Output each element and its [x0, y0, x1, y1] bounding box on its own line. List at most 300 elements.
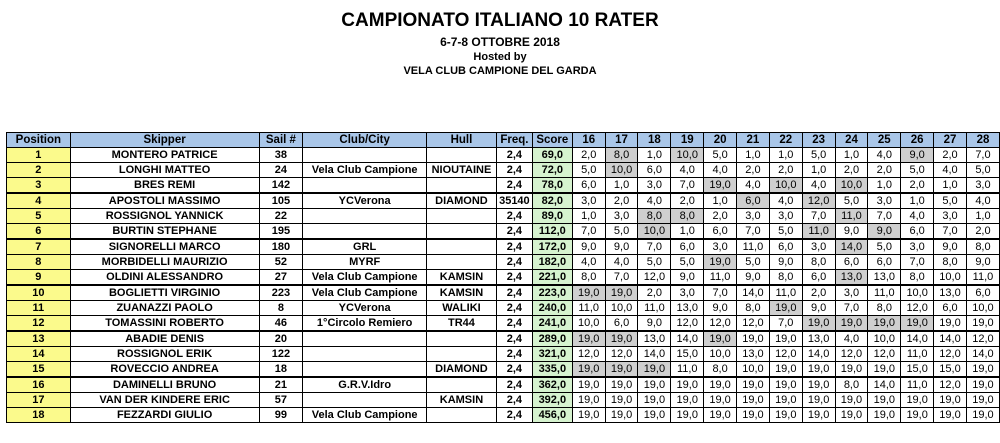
hull-cell: WALIKI [427, 301, 497, 316]
table-header-row [7, 133, 1000, 148]
race-result-cell: 2,0 [605, 193, 638, 209]
race-result-cell: 2,0 [671, 193, 704, 209]
freq-cell: 2,4 [496, 224, 532, 240]
race-result-cell: 10,0 [868, 331, 901, 347]
race-result-cell: 2,0 [769, 163, 802, 178]
position-cell: 6 [7, 224, 71, 240]
race-result-cell: 19,0 [638, 408, 671, 423]
race-result-cell: 19,0 [605, 331, 638, 347]
table-row [7, 239, 1000, 255]
race-result-cell: 12,0 [704, 316, 737, 332]
sail-number-cell: 20 [259, 331, 303, 347]
skipper-cell: APOSTOLI MASSIMO [70, 193, 259, 209]
sail-number-cell: 142 [259, 178, 303, 194]
column-header: 21 [737, 133, 770, 148]
sail-number-cell: 22 [259, 209, 303, 224]
score-cell: 223,0 [532, 285, 572, 301]
sail-number-cell: 122 [259, 347, 303, 362]
freq-cell: 2,4 [496, 393, 532, 408]
race-result-cell: 19,0 [704, 408, 737, 423]
freq-cell: 2,4 [496, 347, 532, 362]
race-result-cell: 1,0 [901, 193, 934, 209]
position-cell: 2 [7, 163, 71, 178]
position-cell: 10 [7, 285, 71, 301]
race-result-cell: 19,0 [737, 377, 770, 393]
race-result-cell: 19,0 [966, 362, 999, 378]
column-header: Position [7, 133, 71, 148]
race-result-cell: 19,0 [671, 393, 704, 408]
race-result-cell: 19,0 [934, 316, 967, 332]
race-result-cell: 19,0 [769, 362, 802, 378]
race-result-cell: 5,0 [901, 163, 934, 178]
column-header: Sail # [259, 133, 303, 148]
freq-cell: 2,4 [496, 408, 532, 423]
race-result-cell: 4,0 [671, 163, 704, 178]
race-result-cell: 19,0 [901, 408, 934, 423]
race-result-cell: 1,0 [802, 163, 835, 178]
race-result-cell: 2,0 [737, 163, 770, 178]
race-result-cell: 12,0 [868, 347, 901, 362]
table-row [7, 209, 1000, 224]
race-result-cell: 19,0 [901, 316, 934, 332]
race-result-cell: 19,0 [671, 377, 704, 393]
table-row [7, 408, 1000, 423]
race-result-cell: 9,0 [704, 301, 737, 316]
table-row [7, 270, 1000, 286]
freq-cell: 2,4 [496, 301, 532, 316]
club-cell: MYRF [303, 255, 427, 270]
race-result-cell: 7,0 [671, 178, 704, 194]
club-cell [303, 178, 427, 194]
sail-number-cell: 57 [259, 393, 303, 408]
race-result-cell: 2,0 [638, 285, 671, 301]
column-header: 26 [901, 133, 934, 148]
club-cell: 1°Circolo Remiero [303, 316, 427, 332]
freq-cell: 2,4 [496, 239, 532, 255]
race-result-cell: 6,0 [835, 255, 868, 270]
sail-number-cell: 21 [259, 377, 303, 393]
hull-cell: TR44 [427, 316, 497, 332]
race-result-cell: 19,0 [572, 408, 605, 423]
race-result-cell: 9,0 [901, 148, 934, 163]
sail-number-cell: 99 [259, 408, 303, 423]
race-result-cell: 10,0 [572, 316, 605, 332]
race-result-cell: 2,0 [934, 148, 967, 163]
race-result-cell: 19,0 [934, 408, 967, 423]
hull-cell: DIAMOND [427, 193, 497, 209]
race-result-cell: 12,0 [934, 347, 967, 362]
skipper-cell: ROSSIGNOL YANNICK [70, 209, 259, 224]
race-result-cell: 19,0 [868, 316, 901, 332]
race-result-cell: 8,0 [737, 301, 770, 316]
race-result-cell: 2,0 [966, 224, 999, 240]
race-result-cell: 19,0 [572, 377, 605, 393]
race-result-cell: 8,0 [901, 270, 934, 286]
race-result-cell: 11,0 [737, 239, 770, 255]
race-result-cell: 3,0 [605, 209, 638, 224]
skipper-cell: BOGLIETTI VIRGINIO [70, 285, 259, 301]
race-result-cell: 13,0 [934, 285, 967, 301]
race-result-cell: 1,0 [704, 193, 737, 209]
race-result-cell: 19,0 [769, 331, 802, 347]
freq-cell: 2,4 [496, 178, 532, 194]
race-result-cell: 11,0 [868, 285, 901, 301]
race-result-cell: 19,0 [605, 362, 638, 378]
race-result-cell: 1,0 [605, 178, 638, 194]
freq-cell: 2,4 [496, 285, 532, 301]
score-cell: 182,0 [532, 255, 572, 270]
freq-cell: 2,4 [496, 362, 532, 378]
race-result-cell: 19,0 [769, 301, 802, 316]
race-result-cell: 10,0 [934, 270, 967, 286]
race-result-cell: 11,0 [638, 301, 671, 316]
table-row [7, 377, 1000, 393]
club-cell: Vela Club Campione [303, 408, 427, 423]
race-result-cell: 19,0 [605, 408, 638, 423]
race-result-cell: 19,0 [572, 362, 605, 378]
club-cell: YCVerona [303, 193, 427, 209]
race-result-cell: 19,0 [966, 377, 999, 393]
race-result-cell: 8,0 [638, 209, 671, 224]
freq-cell: 2,4 [496, 255, 532, 270]
race-result-cell: 14,0 [671, 331, 704, 347]
race-result-cell: 9,0 [868, 224, 901, 240]
race-result-cell: 14,0 [802, 347, 835, 362]
race-result-cell: 19,0 [605, 285, 638, 301]
table-row [7, 331, 1000, 347]
skipper-cell: BRES REMI [70, 178, 259, 194]
race-result-cell: 4,0 [901, 209, 934, 224]
table-row [7, 316, 1000, 332]
hull-cell [427, 224, 497, 240]
race-result-cell: 9,0 [934, 239, 967, 255]
race-result-cell: 19,0 [704, 255, 737, 270]
column-header: 24 [835, 133, 868, 148]
table-row [7, 193, 1000, 209]
hull-cell [427, 331, 497, 347]
sail-number-cell: 105 [259, 193, 303, 209]
race-result-cell: 1,0 [572, 209, 605, 224]
column-header: 22 [769, 133, 802, 148]
race-result-cell: 19,0 [966, 316, 999, 332]
race-result-cell: 7,0 [835, 301, 868, 316]
score-cell: 362,0 [532, 377, 572, 393]
score-cell: 89,0 [532, 209, 572, 224]
race-result-cell: 2,0 [835, 163, 868, 178]
race-result-cell: 7,0 [572, 224, 605, 240]
race-result-cell: 14,0 [835, 239, 868, 255]
race-result-cell: 13,0 [802, 331, 835, 347]
hull-cell [427, 148, 497, 163]
club-cell: YCVerona [303, 301, 427, 316]
race-result-cell: 19,0 [638, 362, 671, 378]
race-result-cell: 5,0 [572, 163, 605, 178]
race-result-cell: 19,0 [605, 393, 638, 408]
race-result-cell: 19,0 [802, 393, 835, 408]
race-result-cell: 19,0 [934, 393, 967, 408]
race-result-cell: 4,0 [835, 331, 868, 347]
race-result-cell: 14,0 [934, 331, 967, 347]
race-result-cell: 7,0 [737, 224, 770, 240]
sail-number-cell: 46 [259, 316, 303, 332]
race-result-cell: 12,0 [737, 316, 770, 332]
race-result-cell: 19,0 [737, 408, 770, 423]
freq-cell: 2,4 [496, 163, 532, 178]
hull-cell [427, 209, 497, 224]
race-result-cell: 19,0 [868, 393, 901, 408]
position-cell: 13 [7, 331, 71, 347]
race-result-cell: 19,0 [671, 408, 704, 423]
race-result-cell: 19,0 [802, 408, 835, 423]
position-cell: 15 [7, 362, 71, 378]
skipper-cell: OLDINI ALESSANDRO [70, 270, 259, 286]
race-result-cell: 6,0 [769, 239, 802, 255]
race-result-cell: 4,0 [638, 193, 671, 209]
race-result-cell: 8,0 [835, 377, 868, 393]
race-result-cell: 9,0 [737, 270, 770, 286]
race-result-cell: 13,0 [737, 347, 770, 362]
score-cell: 72,0 [532, 163, 572, 178]
race-result-cell: 7,0 [704, 285, 737, 301]
race-result-cell: 19,0 [769, 408, 802, 423]
race-result-cell: 19,0 [901, 393, 934, 408]
hull-cell [427, 377, 497, 393]
race-result-cell: 5,0 [835, 193, 868, 209]
race-result-cell: 10,0 [605, 301, 638, 316]
position-cell: 9 [7, 270, 71, 286]
race-result-cell: 10,0 [737, 362, 770, 378]
race-result-cell: 13,0 [671, 301, 704, 316]
race-result-cell: 7,0 [868, 209, 901, 224]
race-result-cell: 6,0 [671, 239, 704, 255]
race-result-cell: 7,0 [769, 316, 802, 332]
race-result-cell: 6,0 [966, 285, 999, 301]
race-result-cell: 9,0 [802, 301, 835, 316]
position-cell: 8 [7, 255, 71, 270]
host-club: VELA CLUB CAMPIONE DEL GARDA [403, 65, 597, 77]
race-result-cell: 19,0 [737, 331, 770, 347]
position-cell: 3 [7, 178, 71, 194]
race-result-cell: 8,0 [572, 270, 605, 286]
race-result-cell: 11,0 [901, 347, 934, 362]
race-result-cell: 1,0 [966, 209, 999, 224]
race-result-cell: 19,0 [835, 408, 868, 423]
race-result-cell: 4,0 [704, 163, 737, 178]
table-row [7, 347, 1000, 362]
club-cell [303, 362, 427, 378]
position-cell: 4 [7, 193, 71, 209]
table-row [7, 224, 1000, 240]
event-dates: 6-7-8 OTTOBRE 2018 [440, 35, 560, 49]
race-result-cell: 19,0 [704, 178, 737, 194]
club-cell [303, 347, 427, 362]
race-result-cell: 10,0 [966, 301, 999, 316]
race-result-cell: 8,0 [769, 270, 802, 286]
race-result-cell: 9,0 [769, 255, 802, 270]
table-row [7, 148, 1000, 163]
skipper-cell: BURTIN STEPHANE [70, 224, 259, 240]
skipper-cell: ABADIE DENIS [70, 331, 259, 347]
race-result-cell: 11,0 [966, 270, 999, 286]
race-result-cell: 19,0 [704, 331, 737, 347]
freq-cell: 2,4 [496, 209, 532, 224]
race-result-cell: 12,0 [671, 316, 704, 332]
freq-cell: 35140 [496, 193, 532, 209]
race-result-cell: 8,0 [802, 255, 835, 270]
score-cell: 82,0 [532, 193, 572, 209]
race-result-cell: 6,0 [605, 316, 638, 332]
skipper-cell: ZUANAZZI PAOLO [70, 301, 259, 316]
race-result-cell: 15,0 [671, 347, 704, 362]
sail-number-cell: 27 [259, 270, 303, 286]
race-result-cell: 5,0 [671, 255, 704, 270]
race-result-cell: 19,0 [966, 408, 999, 423]
race-result-cell: 13,0 [638, 331, 671, 347]
race-result-cell: 1,0 [934, 178, 967, 194]
race-result-cell: 3,0 [835, 285, 868, 301]
column-header: 19 [671, 133, 704, 148]
race-result-cell: 2,0 [868, 163, 901, 178]
skipper-cell: ROVECCIO ANDREA [70, 362, 259, 378]
sail-number-cell: 8 [259, 301, 303, 316]
race-result-cell: 3,0 [802, 239, 835, 255]
table-row [7, 163, 1000, 178]
race-result-cell: 8,0 [605, 148, 638, 163]
race-result-cell: 4,0 [966, 193, 999, 209]
club-cell [303, 393, 427, 408]
race-result-cell: 14,0 [737, 285, 770, 301]
race-result-cell: 19,0 [572, 393, 605, 408]
column-header: 18 [638, 133, 671, 148]
race-result-cell: 14,0 [901, 331, 934, 347]
race-result-cell: 13,0 [835, 270, 868, 286]
race-result-cell: 8,0 [671, 209, 704, 224]
race-result-cell: 3,0 [934, 209, 967, 224]
results-header [0, 0, 1000, 78]
position-cell: 5 [7, 209, 71, 224]
race-result-cell: 7,0 [901, 255, 934, 270]
race-result-cell: 8,0 [934, 255, 967, 270]
skipper-cell: LONGHI MATTEO [70, 163, 259, 178]
column-header: Freq. [496, 133, 532, 148]
race-result-cell: 2,0 [901, 178, 934, 194]
race-result-cell: 3,0 [769, 209, 802, 224]
race-result-cell: 4,0 [802, 178, 835, 194]
freq-cell: 2,4 [496, 270, 532, 286]
race-result-cell: 19,0 [572, 331, 605, 347]
column-header: Club/City [303, 133, 427, 148]
race-result-cell: 1,0 [638, 148, 671, 163]
score-cell: 112,0 [532, 224, 572, 240]
club-cell: G.R.V.Idro [303, 377, 427, 393]
race-result-cell: 10,0 [605, 163, 638, 178]
race-result-cell: 11,0 [671, 362, 704, 378]
race-result-cell: 4,0 [934, 163, 967, 178]
race-result-cell: 4,0 [737, 178, 770, 194]
race-result-cell: 14,0 [868, 377, 901, 393]
race-result-cell: 6,0 [572, 178, 605, 194]
race-result-cell: 6,0 [901, 224, 934, 240]
race-result-cell: 11,0 [835, 209, 868, 224]
race-result-cell: 9,0 [572, 239, 605, 255]
race-result-cell: 6,0 [934, 301, 967, 316]
race-result-cell: 8,0 [868, 301, 901, 316]
score-cell: 240,0 [532, 301, 572, 316]
race-result-cell: 19,0 [868, 408, 901, 423]
race-result-cell: 5,0 [934, 193, 967, 209]
race-result-cell: 3,0 [638, 178, 671, 194]
race-result-cell: 3,0 [572, 193, 605, 209]
skipper-cell: MORBIDELLI MAURIZIO [70, 255, 259, 270]
hull-cell [427, 408, 497, 423]
race-result-cell: 3,0 [966, 178, 999, 194]
race-result-cell: 19,0 [802, 377, 835, 393]
results-table [6, 132, 1000, 423]
score-cell: 69,0 [532, 148, 572, 163]
race-result-cell: 19,0 [704, 393, 737, 408]
race-result-cell: 19,0 [737, 393, 770, 408]
race-result-cell: 8,0 [704, 362, 737, 378]
sail-number-cell: 223 [259, 285, 303, 301]
race-result-cell: 19,0 [802, 362, 835, 378]
race-result-cell: 10,0 [671, 148, 704, 163]
hosted-by-label: Hosted by [473, 51, 527, 63]
hull-cell: KAMSIN [427, 270, 497, 286]
club-cell: Vela Club Campione [303, 285, 427, 301]
race-result-cell: 2,0 [572, 148, 605, 163]
race-result-cell: 19,0 [802, 316, 835, 332]
race-result-cell: 5,0 [966, 163, 999, 178]
race-result-cell: 5,0 [638, 255, 671, 270]
race-result-cell: 5,0 [605, 224, 638, 240]
skipper-cell: FEZZARDI GIULIO [70, 408, 259, 423]
race-result-cell: 15,0 [934, 362, 967, 378]
race-result-cell: 9,0 [671, 270, 704, 286]
race-result-cell: 1,0 [835, 148, 868, 163]
race-result-cell: 5,0 [769, 224, 802, 240]
column-header: 25 [868, 133, 901, 148]
race-result-cell: 3,0 [868, 193, 901, 209]
sail-number-cell: 38 [259, 148, 303, 163]
position-cell: 17 [7, 393, 71, 408]
race-result-cell: 12,0 [966, 331, 999, 347]
page-title: CAMPIONATO ITALIANO 10 RATER [341, 10, 659, 31]
race-result-cell: 1,0 [868, 178, 901, 194]
race-result-cell: 10,0 [901, 285, 934, 301]
column-header: 20 [704, 133, 737, 148]
race-result-cell: 11,0 [704, 270, 737, 286]
sail-number-cell: 18 [259, 362, 303, 378]
freq-cell: 2,4 [496, 316, 532, 332]
skipper-cell: TOMASSINI ROBERTO [70, 316, 259, 332]
hull-cell: NIOUTAINE [427, 163, 497, 178]
race-result-cell: 19,0 [835, 316, 868, 332]
race-result-cell: 10,0 [704, 347, 737, 362]
position-cell: 12 [7, 316, 71, 332]
race-result-cell: 7,0 [934, 224, 967, 240]
race-result-cell: 5,0 [868, 239, 901, 255]
race-result-cell: 10,0 [835, 178, 868, 194]
score-cell: 78,0 [532, 178, 572, 194]
column-header: Skipper [70, 133, 259, 148]
race-result-cell: 19,0 [868, 362, 901, 378]
position-cell: 11 [7, 301, 71, 316]
sail-number-cell: 180 [259, 239, 303, 255]
score-cell: 172,0 [532, 239, 572, 255]
race-result-cell: 6,0 [868, 255, 901, 270]
column-header: Score [532, 133, 572, 148]
score-cell: 241,0 [532, 316, 572, 332]
